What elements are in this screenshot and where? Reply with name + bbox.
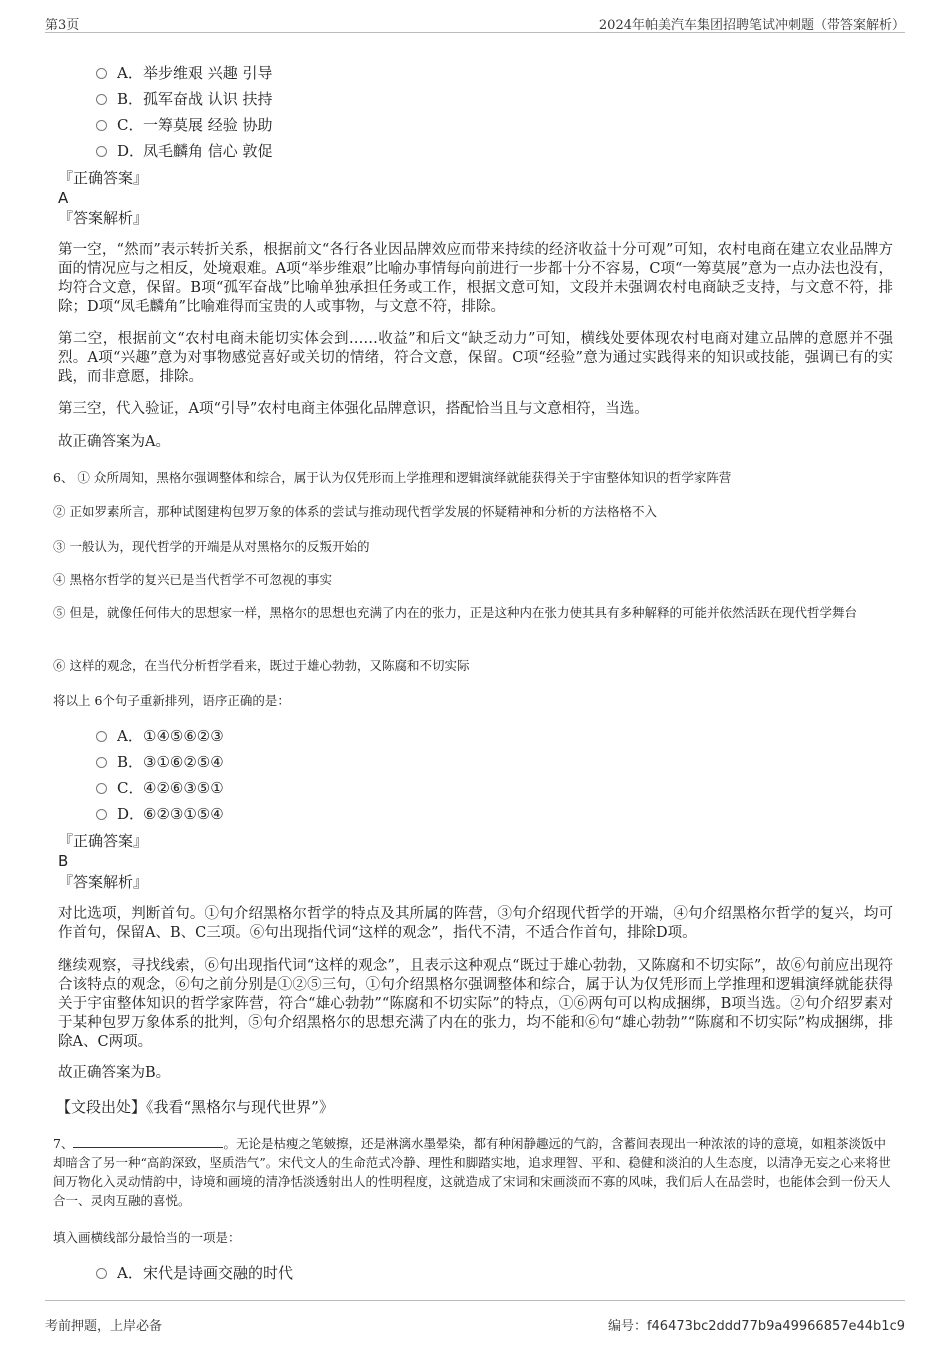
q6-option-b[interactable]: B．③①⑥②⑤④ [96,751,224,773]
footer-slogan: 考前押题，上岸必备 [45,1319,163,1334]
radio-icon[interactable] [96,783,107,794]
q6-sentence-5: ⑤ 但是，就像任何伟大的思想家一样，黑格尔的思想也充满了内在的张力，正是这种内在张力使其具有多种解释的可能并依然活跃在现代哲学舞台 [53,605,857,620]
q6-sentence-6: ⑥ 这样的观念，在当代分析哲学看来，既过于雄心勃勃，又陈腐和不切实际 [53,658,470,673]
q6-analysis-p2: 继续观察，寻找线索，⑥句出现指代词“这样的观念”，且表示这种观点“既过于雄心勃勃，又陈腐和不切实际”，故⑥句前应出现符合该特点的观念，⑥句之前分别是①②⑤三句，①句介绍黑格尔强调整体和综合，属于认为仅凭形而上学推理和逻辑演绎就能获得关于宇宙整体知识的哲学家阵营，符合“雄心勃勃”“陈腐和不切实际”的特点，①⑥两句可以构成捆绑，B项当选。②句介绍罗素对于某种包罗万象体系的批判，⑤句介绍黑格尔的思想充满了内在的张力，均不能和⑥句“雄心勃勃”“陈腐和不切实际”构成捆绑，排除A、C两项。 [58,958,893,1050]
q5-answer: A [58,189,69,207]
q6-prompt: 将以上 6个句子重新排列，语序正确的是： [53,693,290,708]
q6-sentence-4: ④ 黑格尔哲学的复兴已是当代哲学不可忽视的事实 [53,572,332,587]
page-number: 第3页 [45,18,80,33]
q5-analysis-label: 『答案解析』 [58,209,149,227]
q7-prompt: 填入画横线部分最恰当的一项是： [53,1230,241,1245]
document-title: 2024年帕美汽车集团招聘笔试冲刺题（带答案解析） [598,18,905,33]
q5-analysis-p1: 第一空，“然而”表示转折关系，根据前文“各行各业因品牌效应而带来持续的经济收益十分可观”可知，农村电商在建立农业品牌方面的情况应与之相反，处境艰难。A项“举步维艰”比喻办事情每向前进行一步都十分不容易，C项“一筹莫展”意为一点办法也没有，均符合文意，保留。B项“孤军奋战”比喻单独承担任务或工作，根据文意可知，文段并未强调农村电商缺乏支持，与文意不符，排除；D项“凤毛麟角”比喻难得而宝贵的人或事物，与文意不符，排除。 [58,242,893,315]
q5-option-b[interactable]: B．孤军奋战 认识 扶持 [96,88,273,110]
q5-analysis-p4: 故正确答案为A。 [58,434,170,450]
q5-analysis-p2: 第二空，根据前文“农村电商未能切实体会到……收益”和后文“缺乏动力”可知，横线处要体现农村电商对建立品牌的意愿并不强烈。A项“兴趣”意为对事物感觉喜好或关切的情绪，符合文意，保留。C项“经验”意为通过实践得来的知识或技能，强调已有的实践，而非意愿，排除。 [58,331,893,385]
q6-analysis-label: 『答案解析』 [58,873,149,891]
q7-stem [53,1134,895,1210]
q5-option-d[interactable]: D．凤毛麟角 信心 敦促 [96,140,273,162]
q6-answer: B [58,852,69,870]
radio-icon[interactable] [96,68,107,79]
q6-answer-label: 『正确答案』 [58,832,149,850]
q6-option-d[interactable]: D．⑥②③①⑤④ [96,803,224,825]
radio-icon[interactable] [96,1268,107,1279]
page-footer [45,1300,905,1341]
q5-analysis-p3: 第三空，代入验证，A项“引导”农村电商主体强化品牌意识，搭配恰当且与文意相符，当选。 [58,401,649,417]
q7-blank [73,1135,223,1148]
q6-sentence-2: ② 正如罗素所言，那种试图建构包罗万象的体系的尝试与推动现代哲学发展的怀疑精神和分析的方法格格不入 [53,504,657,519]
radio-icon[interactable] [96,757,107,768]
q7-text: 。无论是枯瘦之笔皴擦，还是淋漓水墨晕染，都有种闲静趣远的气韵，含蓄间表现出一种浓浓的诗的意境，如粗茶淡饭中却暗含了另一种“高韵深致，坚质浩气”。宋代文人的生命范式冷静、理性和脚踏实地，追求理智、平和、稳健和淡泊的人生态度，以清净无妄之心来将世间万物化入灵动情韵中，诗境和画境的清净恬淡透射出人的性明程度，这就造成了宋词和宋画淡而不寡的风味，我们后人在品尝时，也能体会到一份天人合一、灵肉互融的喜悦。 [53,1136,891,1208]
q7-option-a[interactable]: A．宋代是诗画交融的时代 [96,1262,293,1284]
radio-icon[interactable] [96,120,107,131]
q6-sentence-3: ③ 一般认为，现代哲学的开端是从对黑格尔的反叛开始的 [53,539,370,554]
q6-option-c[interactable]: C．④②⑥③⑤① [96,777,224,799]
q6-analysis-p1: 对比选项，判断首句。①句介绍黑格尔哲学的特点及其所属的阵营，③句介绍现代哲学的开端，④句介绍黑格尔哲学的复兴，均可作首句，保留A、B、C三项。⑥句出现指代词“这样的观念”，指代不清，不适合作首句，排除D项。 [58,906,893,941]
radio-icon[interactable] [96,809,107,820]
q6-analysis-p3: 故正确答案为B。 [58,1065,171,1081]
q6-source: 【文段出处】《我看“黑格尔与现代世界”》 [56,1098,334,1116]
radio-icon[interactable] [96,731,107,742]
q5-option-c[interactable]: C．一筹莫展 经验 协助 [96,114,273,136]
q7-number: 7、 [53,1136,74,1151]
page-header [45,12,905,33]
radio-icon[interactable] [96,146,107,157]
radio-icon[interactable] [96,94,107,105]
q5-option-a[interactable]: A．举步维艰 兴趣 引导 [96,62,273,84]
q6-option-a[interactable]: A．①④⑤⑥②③ [96,725,224,747]
q5-answer-label: 『正确答案』 [58,169,149,187]
q6-sentence-1: 6、 ① 众所周知，黑格尔强调整体和综合，属于认为仅凭形而上学推理和逻辑演绎就能获得关于宇宙整体知识的哲学家阵营 [53,470,732,485]
document-id: 编号：f46473bc2ddd77b9a49966857e44b1c9 [607,1319,905,1334]
